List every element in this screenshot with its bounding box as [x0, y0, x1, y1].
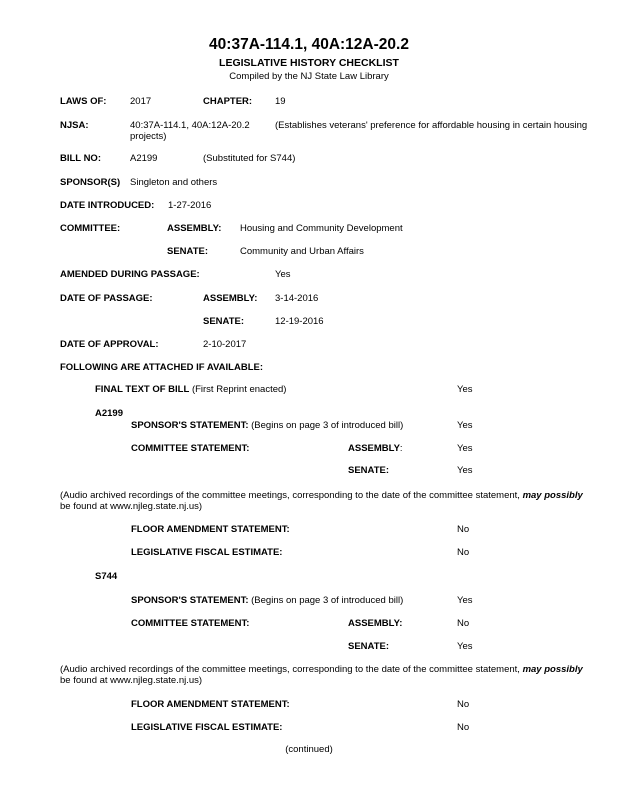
passage-senate-label: SENATE:: [203, 316, 244, 327]
bill-no-label: BILL NO:: [60, 153, 101, 164]
s744-sponsor-label: SPONSOR'S STATEMENT:: [131, 595, 249, 606]
chapter-value: 19: [275, 96, 286, 107]
s744-sponsor-value: Yes: [457, 595, 473, 606]
page-title: 40:37A-114.1, 40A:12A-20.2: [209, 36, 409, 53]
a2199-audio-text: (Audio archived recordings of the committee meetings, corresponding to the date of the committee statement,: [60, 490, 523, 501]
s744-floor-label: FLOOR AMENDMENT STATEMENT:: [131, 699, 290, 710]
a2199-sponsor-row: [131, 420, 403, 432]
bill-no-note: (Substituted for S744): [203, 153, 296, 164]
amended-value: Yes: [275, 269, 291, 280]
s744-audio-text: (Audio archived recordings of the committee meetings, corresponding to the date of the committee statement,: [60, 664, 523, 675]
s744-bill-label: S744: [95, 571, 118, 582]
final-text-value: Yes: [457, 384, 473, 395]
s744-audio-line2: be found at www.njleg.state.nj.us): [60, 675, 203, 686]
a2199-audio-emphasis: may possibly: [522, 490, 583, 501]
committee-assembly-value: Housing and Community Development: [240, 223, 403, 234]
njsa-label: NJSA:: [60, 120, 89, 131]
a2199-bill-label: A2199: [95, 408, 123, 419]
s744-committee-label: COMMITTEE STATEMENT:: [131, 618, 250, 629]
s744-floor-value: No: [457, 699, 470, 710]
laws-of-value: 2017: [130, 96, 152, 107]
a2199-floor-label: FLOOR AMENDMENT STATEMENT:: [131, 524, 290, 535]
final-text-row: [95, 384, 286, 396]
njsa-description-line2: projects): [130, 131, 167, 142]
s744-fiscal-value: No: [457, 722, 470, 733]
s744-committee-senate-value: Yes: [457, 641, 473, 652]
sponsors-label: SPONSOR(S): [60, 177, 121, 188]
a2199-committee-assembly-label: ASSEMBLY: [348, 443, 400, 454]
chapter-label: CHAPTER:: [203, 96, 253, 107]
date-of-approval-value: 2-10-2017: [203, 339, 247, 350]
a2199-committee-senate-label: SENATE:: [348, 465, 389, 476]
date-of-passage-label: DATE OF PASSAGE:: [60, 293, 153, 304]
a2199-sponsor-value: Yes: [457, 420, 473, 431]
attached-heading: FOLLOWING ARE ATTACHED IF AVAILABLE:: [60, 362, 263, 373]
laws-of-label: LAWS OF:: [60, 96, 107, 107]
a2199-sponsor-note: (Begins on page 3 of introduced bill): [251, 420, 404, 431]
final-text-note: (First Reprint enacted): [191, 384, 287, 395]
page-subtitle: LEGISLATIVE HISTORY CHECKLIST: [219, 57, 399, 69]
njsa-value: 40:37A-114.1, 40A:12A-20.2: [130, 120, 250, 131]
passage-senate-value: 12-19-2016: [275, 316, 324, 327]
a2199-fiscal-label: LEGISLATIVE FISCAL ESTIMATE:: [131, 547, 283, 558]
amended-label: AMENDED DURING PASSAGE:: [60, 269, 200, 280]
a2199-committee-label: COMMITTEE STATEMENT:: [131, 443, 250, 454]
compiled-by: Compiled by the NJ State Law Library: [229, 71, 389, 82]
s744-committee-assembly-label: ASSEMBLY:: [348, 618, 403, 629]
continued-note: (continued): [285, 744, 333, 755]
committee-label: COMMITTEE:: [60, 223, 121, 234]
a2199-committee-senate-value: Yes: [457, 465, 473, 476]
a2199-fiscal-value: No: [457, 547, 470, 558]
final-text-label: FINAL TEXT OF BILL: [95, 384, 190, 395]
s744-audio-emphasis: may possibly: [522, 664, 583, 675]
a2199-sponsor-label: SPONSOR'S STATEMENT:: [131, 420, 249, 431]
s744-sponsor-note: (Begins on page 3 of introduced bill): [251, 595, 404, 606]
a2199-committee-assembly-colon: :: [399, 443, 403, 454]
a2199-committee-assembly: [348, 443, 403, 455]
a2199-floor-value: No: [457, 524, 470, 535]
committee-assembly-label: ASSEMBLY:: [167, 223, 222, 234]
passage-assembly-value: 3-14-2016: [275, 293, 319, 304]
passage-assembly-label: ASSEMBLY:: [203, 293, 258, 304]
committee-senate-value: Community and Urban Affairs: [240, 246, 364, 257]
date-introduced-value: 1-27-2016: [168, 200, 212, 211]
a2199-audio-line2: be found at www.njleg.state.nj.us): [60, 501, 203, 512]
s744-sponsor-row: [131, 595, 403, 607]
a2199-committee-assembly-value: Yes: [457, 443, 473, 454]
bill-no-value: A2199: [130, 153, 158, 164]
committee-senate-label: SENATE:: [167, 246, 208, 257]
s744-fiscal-label: LEGISLATIVE FISCAL ESTIMATE:: [131, 722, 283, 733]
date-of-approval-label: DATE OF APPROVAL:: [60, 339, 159, 350]
s744-committee-senate-label: SENATE:: [348, 641, 389, 652]
njsa-description-line1: (Establishes veterans' preference for affordable housing in certain housing: [275, 120, 588, 131]
date-introduced-label: DATE INTRODUCED:: [60, 200, 155, 211]
s744-committee-assembly-value: No: [457, 618, 470, 629]
sponsors-value: Singleton and others: [130, 177, 218, 188]
